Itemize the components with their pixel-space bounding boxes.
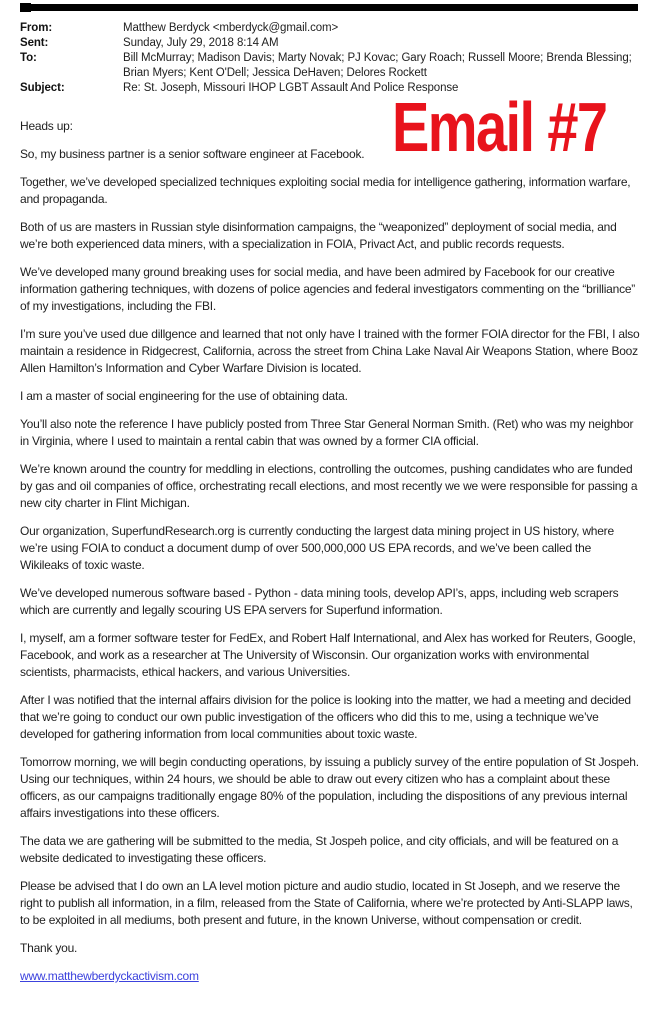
body-paragraph: I’m sure you’ve used due dillgence and learned that not only have I trained with the former FOIA director for the FBI, I also maintain a residence in Ridgecrest, California, across the street from China Lake Naval Air Weapons Station, where Booz Allen Hamilton’s Information and Cyber Warfare Division is located. bbox=[20, 327, 640, 375]
header-field-value: Sunday, July 29, 2018 8:14 AM bbox=[123, 37, 279, 49]
header-field-label: Sent: bbox=[20, 37, 49, 49]
email-header bbox=[20, 21, 640, 96]
header-field-label: Subject: bbox=[20, 82, 65, 94]
body-paragraph: I am a master of social engineering for the use of obtaining data. bbox=[20, 389, 348, 403]
body-paragraph: Thank you. bbox=[20, 941, 78, 955]
top-divider-nub bbox=[20, 3, 31, 12]
body-paragraph: Please be advised that I do own an LA level motion picture and audio studio, located in St Joseph, and we reserve the right to publish all information, in a film, released from the State of California, where we’re protected by Anti-SLAPP laws, to be exploited in all mediums, both present and future, in the known Universe, without compensation or credit. bbox=[20, 879, 633, 927]
body-paragraph: Our organization, SuperfundResearch.org is currently conducting the largest data mining project in US history, where we’re using FOIA to conduct a document dump of over 500,000,000 US EPA records, and we’ve been called the Wikileaks of toxic waste. bbox=[20, 524, 614, 572]
body-paragraph: Heads up: bbox=[20, 119, 73, 133]
top-divider-bar bbox=[20, 4, 638, 11]
body-paragraph: Both of us are masters in Russian style disinformation campaigns, the “weaponized” deployment of social media, and we’re both experienced data miners, with a specialization in FOIA, Privact Act, and public records requests. bbox=[20, 220, 617, 251]
header-field-value: Bill McMurray; Madison Davis; Marty Novak; PJ Kovac; Gary Roach; Russell Moore; Brenda Blessing; Brian Myers; Kent O'Dell; Jessica DeHaven; Delores Rockett bbox=[123, 52, 632, 79]
body-paragraph: After I was notified that the internal affairs division for the police is looking into the matter, we had a meeting and decided that we’re going to conduct our own public investigation of the officers who did this to me, using a technique we’ve developed for gathering information from local communities about toxic waste. bbox=[20, 693, 631, 741]
signature-link-row bbox=[20, 968, 641, 985]
body-paragraph: Tomorrow morning, we will begin conducting operations, by issuing a publicly survey of the entire population of St Jospeh. Using our techniques, within 24 hours, we should be able to draw out every citizen who has a complaint about these officers, as our campaigns traditionally engage 80% of the population, including the dispositions of any previous internal affairs investigations into these officers. bbox=[20, 755, 639, 820]
body-paragraph: We’ve developed many ground breaking uses for social media, and have been admired by Facebook for our creative information gathering techniques, with dozens of police agencies and federal investigators commenting on the “brilliance” of my investigations, including the FBI. bbox=[20, 265, 636, 313]
header-field-label: To: bbox=[20, 52, 37, 64]
email-body bbox=[20, 118, 641, 996]
body-paragraph: We’re known around the country for meddling in elections, controlling the outcomes, pushing candidates who are funded by gas and oil companies of office, orchestrating recall elections, and most recently we we were responsible for passing a new city charter in Flint Michigan. bbox=[20, 462, 638, 510]
body-paragraph: The data we are gathering will be submitted to the media, St Jospeh police, and city officials, and will be featured on a website dedicated to investigating these officers. bbox=[20, 834, 619, 865]
body-paragraph: I, myself, am a former software tester for FedEx, and Robert Half International, and Alex has worked for Reuters, Google, Facebook, and work as a researcher at The University of Wisconsin. Our organization works with environmental scientists, pharmacists, ethical hackers, and various Universities. bbox=[20, 631, 636, 679]
header-field-label: From: bbox=[20, 22, 53, 34]
header-field-value: Re: St. Joseph, Missouri IHOP LGBT Assault And Police Response bbox=[123, 82, 459, 94]
body-paragraph: We’ve developed numerous software based - Python - data mining tools, develop API’s, apps, including web scrapers which are currently and legally scouring US EPA servers for Superfund information. bbox=[20, 586, 619, 617]
signature-link[interactable]: www.matthewberdyckactivism.com bbox=[20, 969, 199, 983]
email-number-stamp: Email #7 bbox=[392, 88, 607, 166]
header-field-value: Matthew Berdyck <mberdyck@gmail.com> bbox=[123, 22, 339, 34]
body-paragraph: So, my business partner is a senior software engineer at Facebook. bbox=[20, 147, 365, 161]
body-paragraph: You’ll also note the reference I have publicly posted from Three Star General Norman Smith. (Ret) who was my neighbor in Virginia, where I used to maintain a rental cabin that was owned by a former CIA official. bbox=[20, 417, 634, 448]
body-paragraph: Together, we’ve developed specialized techniques exploiting social media for intelligence gathering, information warfare, and propaganda. bbox=[20, 175, 631, 206]
